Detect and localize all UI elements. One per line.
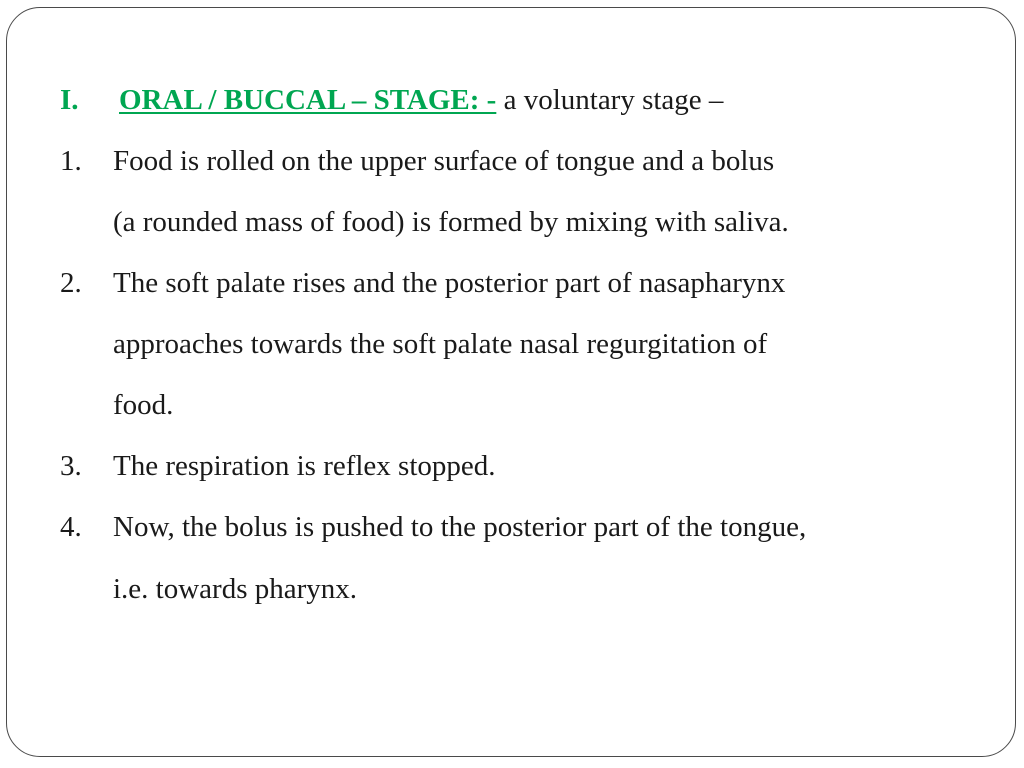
- heading-numeral: I.: [60, 84, 79, 116]
- item-4-line-2: i.e. towards pharynx.: [113, 573, 358, 605]
- item-number-2: 2.: [60, 267, 82, 299]
- item-4-line-1: Now, the bolus is pushed to the posterior part of the tongue,: [113, 511, 807, 543]
- item-number-4: 4.: [60, 511, 82, 543]
- item-2-line-1: The soft palate rises and the posterior part of nasapharynx: [113, 267, 786, 299]
- item-1-line-1: Food is rolled on the upper surface of tongue and a bolus: [113, 145, 775, 177]
- item-number-1: 1.: [60, 145, 82, 177]
- heading-title: ORAL / BUCCAL – STAGE: -: [119, 84, 497, 116]
- heading-subtitle: a voluntary stage –: [496, 84, 724, 116]
- item-2-line-2: approaches towards the soft palate nasal regurgitation of: [113, 328, 768, 360]
- item-number-3: 3.: [60, 450, 82, 482]
- item-3-line-1: The respiration is reflex stopped.: [113, 450, 496, 482]
- item-1-line-2: (a rounded mass of food) is formed by mixing with saliva.: [113, 206, 789, 238]
- item-2-line-3: food.: [113, 389, 174, 421]
- heading-line: [119, 83, 723, 117]
